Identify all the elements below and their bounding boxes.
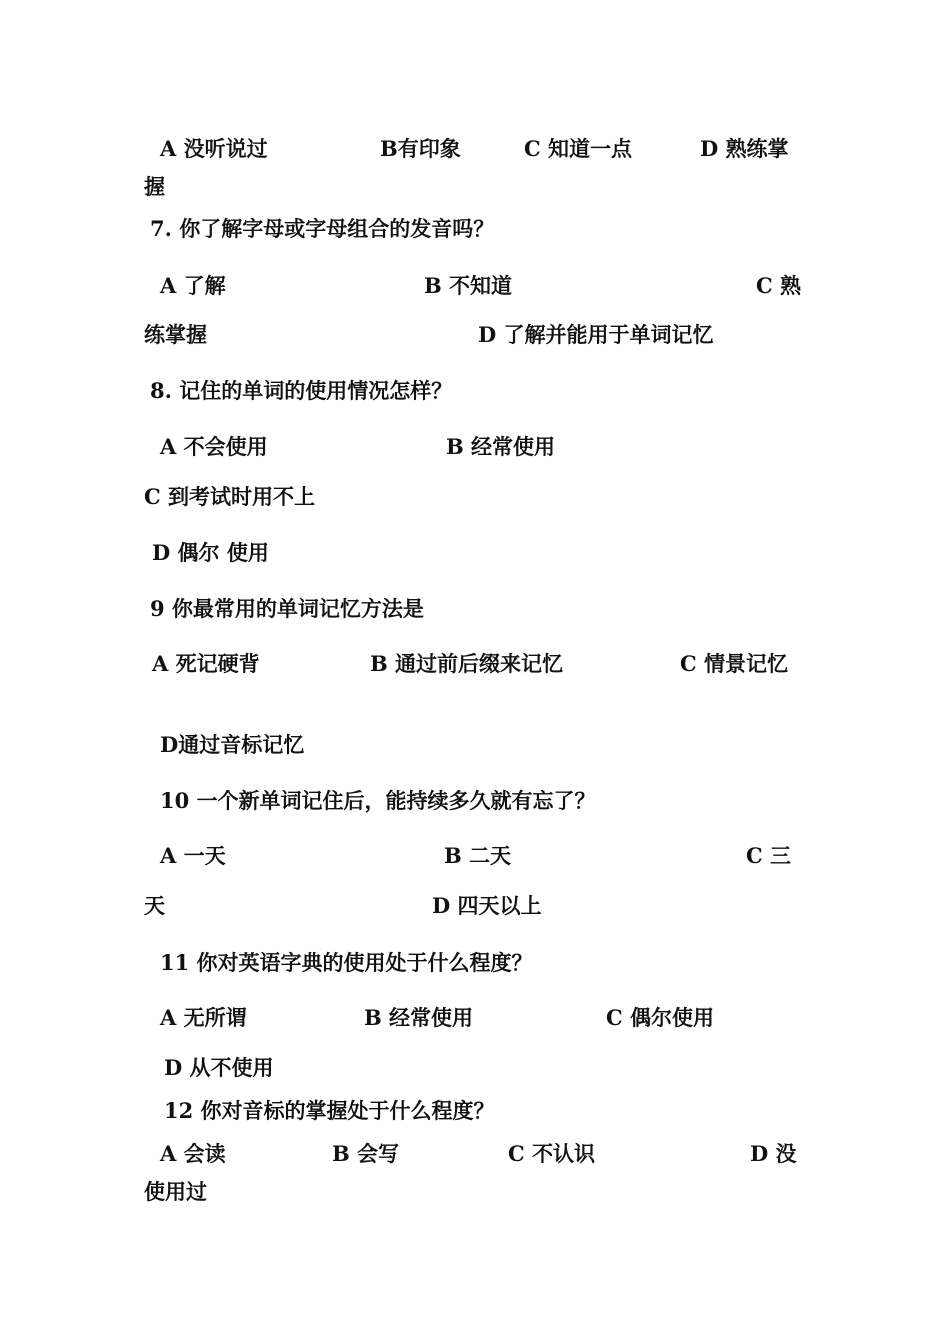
q10-option-c: C 三 <box>746 843 792 868</box>
q11-option-b: B 经常使用 <box>364 1005 474 1030</box>
q8-option-a: A 不会使用 <box>160 434 268 459</box>
q12-question: 12 你对音标的掌握处于什么程度？ <box>164 1098 495 1123</box>
q10-option-d: D 四天以上 <box>432 893 542 918</box>
q12-option-c: C 不认识 <box>508 1141 596 1166</box>
q7-option-c: C 熟 <box>756 273 802 298</box>
q12-option-a: A 会读 <box>160 1141 226 1166</box>
q11-option-c: C 偶尔使用 <box>606 1005 715 1030</box>
q9-option-b: B 通过前后缀来记忆 <box>370 651 564 676</box>
q10-option-a: A 一天 <box>160 843 226 868</box>
q9-option-c: C 情景记忆 <box>680 651 789 676</box>
q10-option-b: B 二天 <box>444 843 512 868</box>
q8-option-b: B 经常使用 <box>446 434 556 459</box>
q8-option-c: C 到考试时用不上 <box>144 484 316 509</box>
q11-option-d: D 从不使用 <box>164 1055 274 1080</box>
q8-option-d: D 偶尔 使用 <box>152 540 269 565</box>
q6-option-a: A 没听说过 <box>160 136 268 161</box>
q7-option-c-wrap: 练掌握 <box>144 322 207 347</box>
q7-option-a: A 了解 <box>160 273 226 298</box>
q10-question: 10 一个新单词记住后，能持续多久就有忘了？ <box>160 788 596 813</box>
q6-option-c: C 知道一点 <box>524 136 633 161</box>
q9-question: 9 你最常用的单词记忆方法是 <box>150 596 424 621</box>
q12-option-b: B 会写 <box>332 1141 400 1166</box>
q9-option-d: D通过音标记忆 <box>160 732 305 757</box>
q8-question: 8. 记住的单词的使用情况怎样？ <box>150 378 453 403</box>
q6-option-b: B有印象 <box>380 136 461 161</box>
q12-option-d-wrap: 使用过 <box>144 1179 207 1204</box>
q10-option-c-wrap: 天 <box>144 893 165 918</box>
q6-option-d: D 熟练掌 <box>700 136 789 161</box>
q9-option-a: A 死记硬背 <box>152 651 260 676</box>
q6-option-d-wrap: 握 <box>144 174 165 199</box>
q11-option-a: A 无所谓 <box>160 1005 247 1030</box>
q7-question: 7. 你了解字母或字母组合的发音吗？ <box>150 216 495 241</box>
q11-question: 11 你对英语字典的使用处于什么程度？ <box>160 950 533 975</box>
q12-option-d: D 没 <box>750 1141 797 1166</box>
q7-option-b: B 不知道 <box>424 273 513 298</box>
q7-option-d: D 了解并能用于单词记忆 <box>478 322 714 347</box>
